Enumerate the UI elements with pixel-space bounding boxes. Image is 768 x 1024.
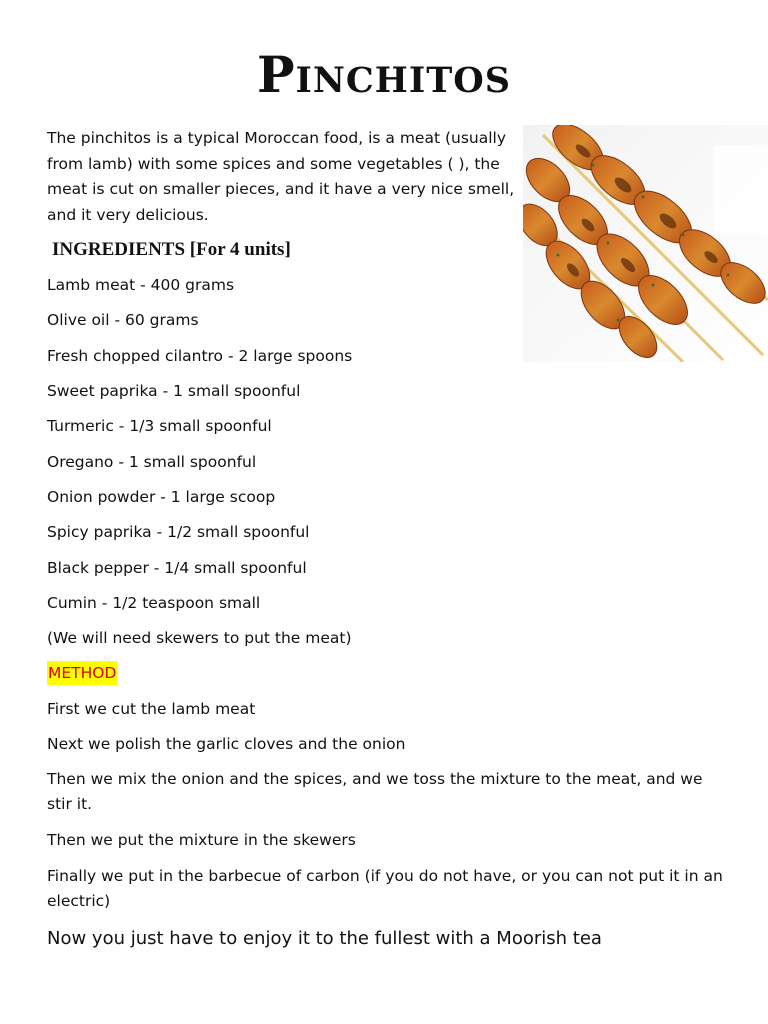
ingredient-item: Oregano - 1 small spoonful <box>47 453 257 471</box>
ingredient-item: Cumin - 1/2 teaspoon small <box>47 594 261 612</box>
intro-paragraph: The pinchitos is a typical Moroccan food, is a meat (usually from lamb) with some spices and some vegetables ( ), the meat is cut on smaller pieces, and it have a very nice smell, and it very delicious. <box>47 129 515 224</box>
ingredient-item: Lamb meat - 400 grams <box>47 276 235 294</box>
method-step: First we cut the lamb meat <box>47 700 256 718</box>
page-title: Pinchitos <box>256 45 512 104</box>
ingredient-item: Sweet paprika - 1 small spoonful <box>47 382 301 400</box>
ingredient-item: Onion powder - 1 large scoop <box>47 488 276 506</box>
ingredient-item: Black pepper - 1/4 small spoonful <box>47 559 307 577</box>
method-step: Then we mix the onion and the spices, and we toss the mixture to the meat, and we stir it. <box>47 770 703 813</box>
ingredient-item: Turmeric - 1/3 small spoonful <box>47 417 272 435</box>
ingredient-item: Olive oil - 60 grams <box>47 311 199 329</box>
method-heading: METHOD <box>47 661 117 685</box>
method-step: Next we polish the garlic cloves and the onion <box>47 735 406 753</box>
skewers-photo <box>523 125 768 362</box>
skewers-note: (We will need skewers to put the meat) <box>47 629 352 647</box>
method-step: Finally we put in the barbecue of carbon (if you do not have, or you can not put it in an electric) <box>47 867 723 910</box>
closing-line: Now you just have to enjoy it to the fullest with a Moorish tea <box>47 928 602 949</box>
method-step: Then we put the mixture in the skewers <box>47 831 356 849</box>
ingredients-heading: INGREDIENTS [For 4 units] <box>52 239 291 260</box>
ingredient-item: Spicy paprika - 1/2 small spoonful <box>47 523 310 541</box>
ingredient-item: Fresh chopped cilantro - 2 large spoons <box>47 347 353 365</box>
